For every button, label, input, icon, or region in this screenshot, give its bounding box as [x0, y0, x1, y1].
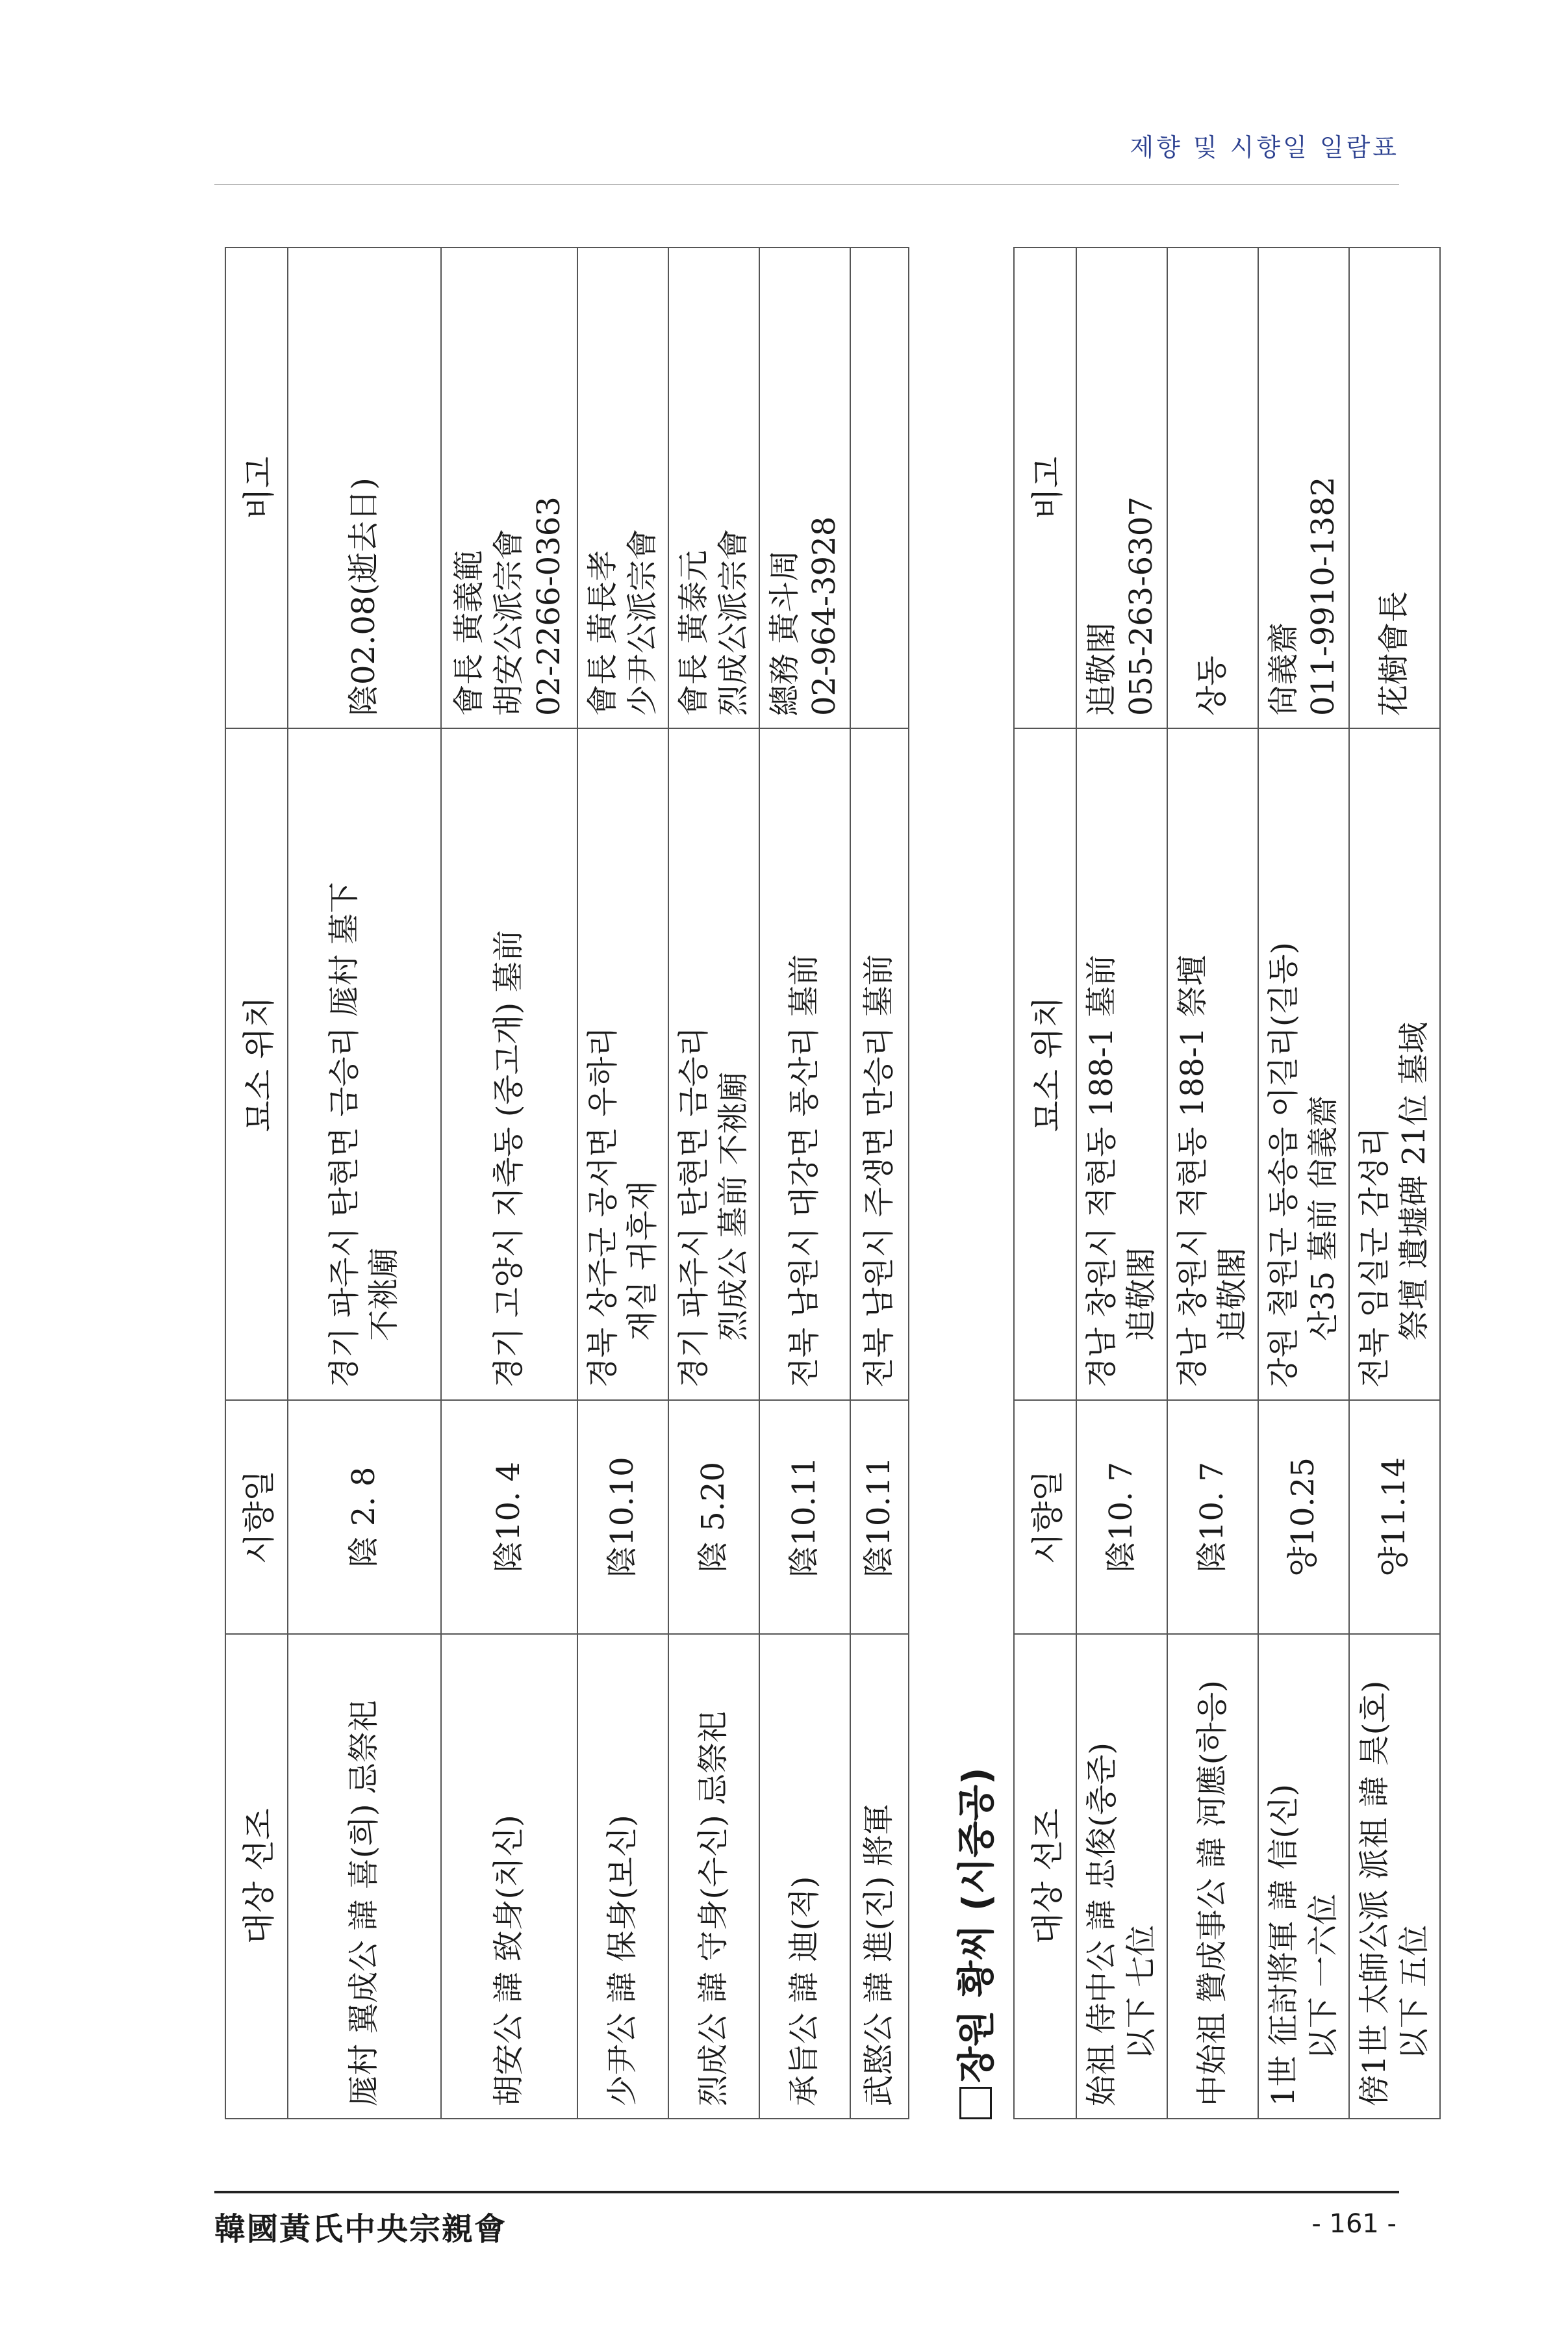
footer-rule: [214, 2191, 1399, 2193]
location-line: 재실 귀후재: [624, 1180, 661, 1341]
location-line: 경남 창원시 적현동 188-1 祭壇: [1174, 954, 1211, 1388]
date-cell: 陰10. 7: [1076, 1400, 1167, 1634]
location-cell: [1258, 728, 1349, 1400]
ancestor-line: 以下 五位: [1396, 1924, 1432, 2060]
location-cell: [1349, 728, 1440, 1400]
location-cell: [288, 728, 441, 1400]
table-row: [1167, 248, 1258, 2119]
remarks-line: 花樹會長: [1376, 591, 1413, 716]
ancestor-line: 胡安公 諱 致身(치신): [490, 1815, 527, 2106]
date-cell: 陰 5.20: [668, 1400, 759, 1634]
remarks-cell: [850, 248, 909, 728]
remarks-line: 會長 黃泰元: [675, 550, 712, 716]
table-row: [288, 248, 441, 2119]
location-cell: [1167, 728, 1258, 1400]
remarks-line: 02-964-3928: [806, 516, 842, 716]
ancestor-line: 以下 七位: [1123, 1924, 1159, 2060]
location-cell: [668, 728, 759, 1400]
remarks-cell: [668, 248, 759, 728]
ancestor-line: 以下 一六位: [1305, 1893, 1341, 2060]
col-header-location: 묘소 위치: [225, 728, 288, 1400]
location-line: 追敬閣: [1123, 1247, 1159, 1341]
remarks-line: 胡安公派宗會: [490, 528, 527, 716]
ancestor-cell: [759, 1634, 850, 2119]
remarks-line: 陰02.08(逝去日): [346, 478, 383, 716]
col-header-ancestor: 대상 선조: [1014, 1634, 1076, 2119]
remarks-cell: [1349, 248, 1440, 728]
location-line: 追敬閣: [1214, 1247, 1250, 1341]
col-header-ancestor: 대상 선조: [225, 1634, 288, 2119]
remarks-cell: [577, 248, 668, 728]
table-header-row: [225, 248, 288, 2119]
ancestor-cell: [1349, 1634, 1440, 2119]
date-cell: 양11.14: [1349, 1400, 1440, 1634]
table-row: [668, 248, 759, 2119]
ancestor-cell: [1258, 1634, 1349, 2119]
location-line: 경남 창원시 적현동 188-1 墓前: [1083, 954, 1120, 1388]
section-title: [946, 1767, 1000, 2119]
col-header-date: 시향일: [1014, 1400, 1076, 1634]
location-line: 경북 상주군 공서면 우하리: [584, 1027, 621, 1388]
ancestor-cell: [668, 1634, 759, 2119]
table-row: [1349, 248, 1440, 2119]
location-line: 강원 철원군 동송읍 이길리(길동): [1265, 941, 1302, 1388]
remarks-cell: [759, 248, 850, 728]
ancestor-cell: [288, 1634, 441, 2119]
remarks-line: 02-2266-0363: [530, 496, 567, 716]
page-number: - 161 -: [1311, 2209, 1397, 2239]
footer-organization: 韓國黃氏中央宗親會: [214, 2211, 507, 2247]
remarks-line: 追敬閣: [1083, 622, 1120, 716]
remarks-line: 011-9910-1382: [1305, 476, 1341, 716]
remarks-line: 會長 黃義範: [450, 550, 487, 716]
date-cell: 陰10.11: [850, 1400, 909, 1634]
rotated-content: [225, 248, 1432, 2119]
date-cell: 陰10.11: [759, 1400, 850, 1634]
ancestor-line: 始祖 侍中公 諱 忠俊(충준): [1083, 1742, 1120, 2106]
checkbox-square-icon: [959, 2087, 992, 2119]
remarks-line: 055-263-6307: [1123, 496, 1159, 716]
col-header-location: 묘소 위치: [1014, 728, 1076, 1400]
ancestor-line: 傍1世 太師公派 派祖 諱 昊(호): [1356, 1680, 1393, 2106]
location-line: 不祧廟: [366, 1247, 402, 1341]
table-row: [850, 248, 909, 2119]
date-cell: 양10.25: [1258, 1400, 1349, 1634]
remarks-line: 少尹公派宗會: [624, 528, 661, 716]
remarks-cell: [1076, 248, 1167, 728]
location-line: 경기 파주시 탄현면 금승리 厖村 墓下: [325, 882, 362, 1388]
location-cell: [1076, 728, 1167, 1400]
location-line: 烈成公 墓前 不祧廟: [715, 1071, 752, 1341]
remarks-line: 상동: [1194, 656, 1231, 716]
remarks-line: 總務 黃斗周: [766, 550, 803, 716]
col-header-remarks: 비고: [1014, 248, 1076, 728]
jangwon-hwang-rites-table: [1013, 247, 1441, 2119]
remarks-line: 會長 黃長孝: [584, 550, 621, 716]
table-row: [759, 248, 850, 2119]
remarks-cell: [441, 248, 577, 728]
location-cell: [441, 728, 577, 1400]
remarks-cell: [288, 248, 441, 728]
ancestor-line: 武愍公 諱 進(진) 將軍: [861, 1804, 898, 2106]
ancestor-line: 厖村 翼成公 諱 喜(희) 忌祭祀: [346, 1700, 383, 2106]
table-header-row: [1014, 248, 1076, 2119]
date-cell: 陰 2. 8: [288, 1400, 441, 1634]
location-cell: [850, 728, 909, 1400]
ancestor-line: 少尹公 諱 保身(보신): [604, 1815, 641, 2106]
header-rule: [214, 184, 1399, 185]
table-row: [441, 248, 577, 2119]
table-row: [577, 248, 668, 2119]
remarks-line: 烈成公派宗會: [715, 528, 752, 716]
remarks-cell: [1167, 248, 1258, 728]
ancestor-cell: [577, 1634, 668, 2119]
location-line: 祭壇 遺墟碑 21位 墓域: [1396, 1022, 1432, 1341]
ancestor-cell: [1076, 1634, 1167, 2119]
section-title-text: 장원 황씨 (시중공): [954, 1767, 998, 2083]
date-cell: 陰10. 7: [1167, 1400, 1258, 1634]
ancestor-cell: [441, 1634, 577, 2119]
ancestor-line: 烈成公 諱 守身(수신) 忌祭祀: [695, 1711, 732, 2106]
date-cell: 陰10.10: [577, 1400, 668, 1634]
location-line: 경기 고양시 지축동 (중고개) 墓前: [490, 930, 527, 1388]
location-line: 경기 파주시 탄현면 금승리: [675, 1027, 712, 1388]
location-line: 전북 남원시 주생면 만승리 墓前: [861, 954, 898, 1388]
col-header-remarks: 비고: [225, 248, 288, 728]
remarks-cell: [1258, 248, 1349, 728]
running-head-title: 제향 및 시향일 일람표: [1130, 133, 1399, 162]
ancestor-cell: [850, 1634, 909, 2119]
ancestor-line: 1世 征討將軍 諱 信(신): [1265, 1783, 1302, 2106]
table-row: [1076, 248, 1167, 2119]
location-line: 전북 임실군 감성리: [1356, 1127, 1393, 1388]
location-line: 산35 墓前 尙義齋: [1305, 1095, 1341, 1341]
location-cell: [577, 728, 668, 1400]
ancestor-line: 承旨公 諱 迪(적): [786, 1876, 823, 2106]
location-cell: [759, 728, 850, 1400]
location-line: 전북 남원시 대강면 풍산리 墓前: [786, 954, 823, 1388]
ancestor-line: 中始祖 贊成事公 諱 河應(하응): [1194, 1680, 1231, 2106]
date-cell: 陰10. 4: [441, 1400, 577, 1634]
ancestral-rites-table: [225, 247, 909, 2119]
remarks-line: 尙義齋: [1265, 622, 1302, 716]
col-header-date: 시향일: [225, 1400, 288, 1634]
table-row: [1258, 248, 1349, 2119]
ancestor-cell: [1167, 1634, 1258, 2119]
